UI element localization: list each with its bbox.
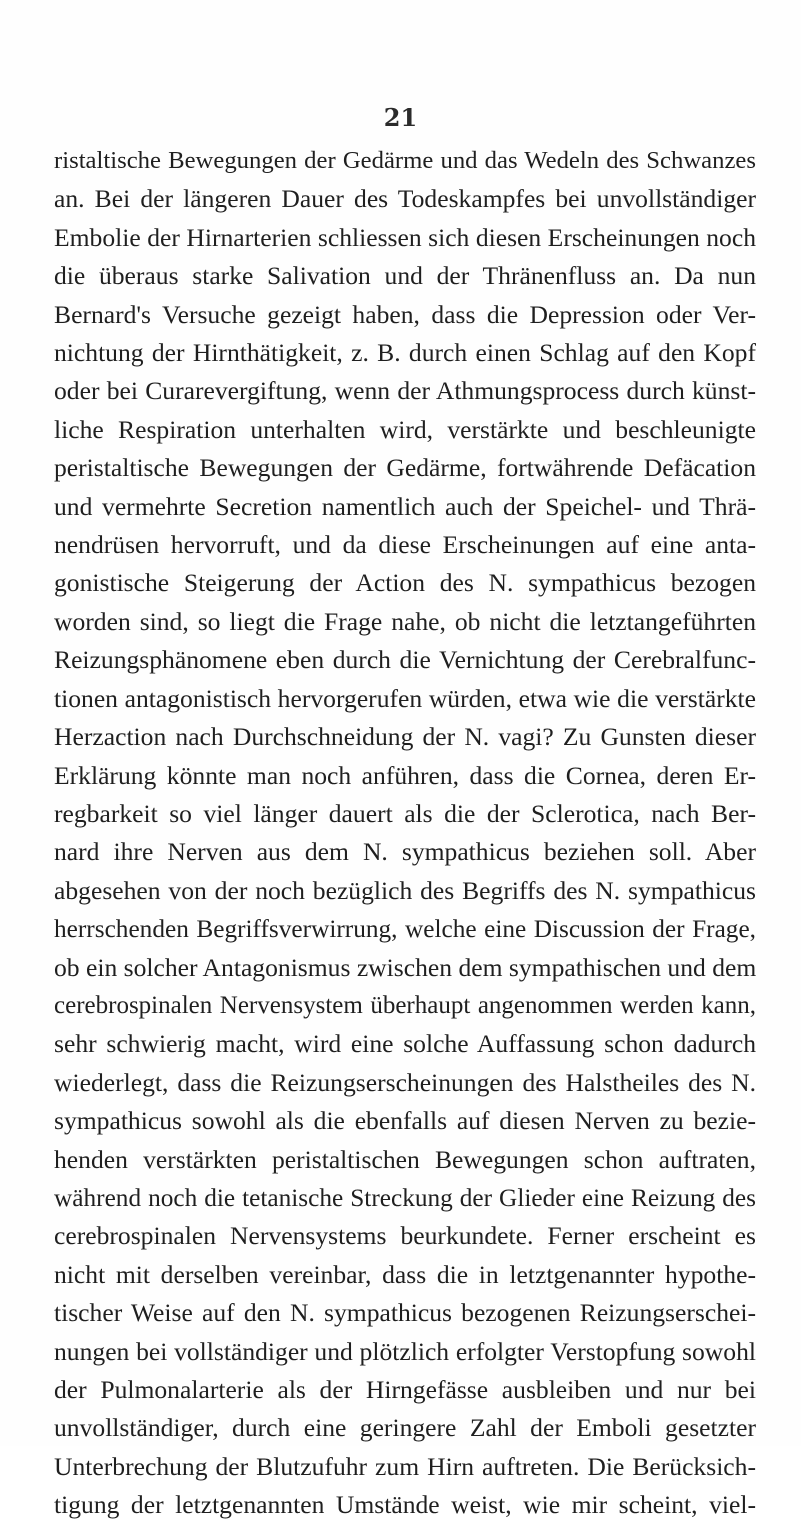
text-line: gonistische Steigerung der Action des N. sympathicus bezogen [54, 568, 756, 598]
text-line: nungen bei vollständiger und plötzlich erfolgter Verstopfung sowohl [54, 1336, 756, 1366]
text-line: cerebrospinalen Nervensystem überhaupt angenommen werden kann, [54, 991, 756, 1019]
text-line: ob ein solcher Antagonismus zwischen dem sympathischen und dem [54, 952, 756, 982]
text-line: während noch die tetanische Streckung der Glieder eine Reizung des [54, 1183, 756, 1212]
text-line: oder bei Curarevergiftung, wenn der Athmungsprocess durch künst- [54, 376, 756, 406]
text-line: ristaltische Bewegungen der Gedärme und das Wedeln des Schwanzes [54, 147, 756, 174]
text-line: Unterbrechung der Blutzufuhr zum Hirn auftreten. Die Berücksich- [54, 1451, 756, 1481]
text-line: an. Bei der längeren Dauer des Todeskampfes bei unvollständiger [54, 184, 756, 214]
text-line: nicht mit derselben vereinbar, dass die in letztgenannter hypothe- [54, 1259, 756, 1289]
text-line: nichtung der Hirnthätigkeit, z. B. durch einen Schlag auf den Kopf [54, 338, 756, 368]
text-line: herrschenden Begriffsverwirrung, welche eine Discussion der Frage, [54, 915, 756, 944]
text-line: die überaus starke Salivation und der Thränenfluss an. Da nun [54, 261, 756, 291]
text-line: tigung der letztgenannten Umstände weist, wie mir scheint, viel- [54, 1490, 756, 1520]
text-line: Bernard's Versuche gezeigt haben, dass die Depression oder Ver- [54, 299, 756, 329]
text-line: worden sind, so liegt die Frage nahe, ob nicht die letztangeführten [54, 606, 756, 636]
text-line: und vermehrte Secretion namentlich auch der Speichel- und Thrä- [54, 491, 756, 521]
text-line: tischer Weise auf den N. sympathicus bezogenen Reizungserschei- [54, 1298, 756, 1328]
text-line: peristaltische Bewegungen der Gedärme, fortwährende Defäcation [54, 453, 756, 483]
text-line: henden verstärkten peristaltischen Bewegungen schon auftraten, [54, 1144, 756, 1174]
text-line: liche Respiration unterhalten wird, verstärkte und beschleunigte [54, 414, 756, 444]
text-line: sehr schwierig macht, wird eine solche Auffassung schon dadurch [54, 1029, 756, 1059]
text-line: Embolie der Hirnarterien schliessen sich diesen Erscheinungen noch [54, 222, 756, 252]
text-line: nard ihre Nerven aus dem N. sympathicus beziehen soll. Aber [54, 837, 756, 867]
text-line: unvollständiger, durch eine geringere Zahl der Emboli gesetzter [54, 1413, 756, 1443]
text-line: abgesehen von der noch bezüglich des Begriffs des N. sympathicus [54, 875, 756, 905]
text-line: Reizungsphänomene eben durch die Vernichtung der Cerebralfunc- [54, 645, 756, 675]
text-line: Herzaction nach Durchschneidung der N. vagi? Zu Gunsten dieser [54, 722, 756, 752]
text-line: sympathicus sowohl als die ebenfalls auf diesen Nerven zu bezie- [54, 1106, 756, 1136]
page-number: 21 [383, 103, 418, 132]
body-text [54, 142, 756, 1525]
text-line: nendrüsen hervorruft, und da diese Erscheinungen auf eine anta- [54, 530, 756, 560]
text-line: Erklärung könnte man noch anführen, dass die Cornea, deren Er- [54, 760, 756, 790]
text-line: der Pulmonalarterie als der Hirngefässe ausbleiben und nur bei [54, 1375, 756, 1404]
text-line: cerebrospinalen Nervensystems beurkundete. Ferner erscheint es [54, 1221, 756, 1251]
text-line: tionen antagonistisch hervorgerufen würden, etwa wie die verstärkte [54, 683, 756, 713]
text-line: wiederlegt, dass die Reizungserscheinungen des Halstheiles des N. [54, 1067, 756, 1097]
text-line: regbarkeit so viel länger dauert als die der Sclerotica, nach Ber- [54, 798, 756, 828]
